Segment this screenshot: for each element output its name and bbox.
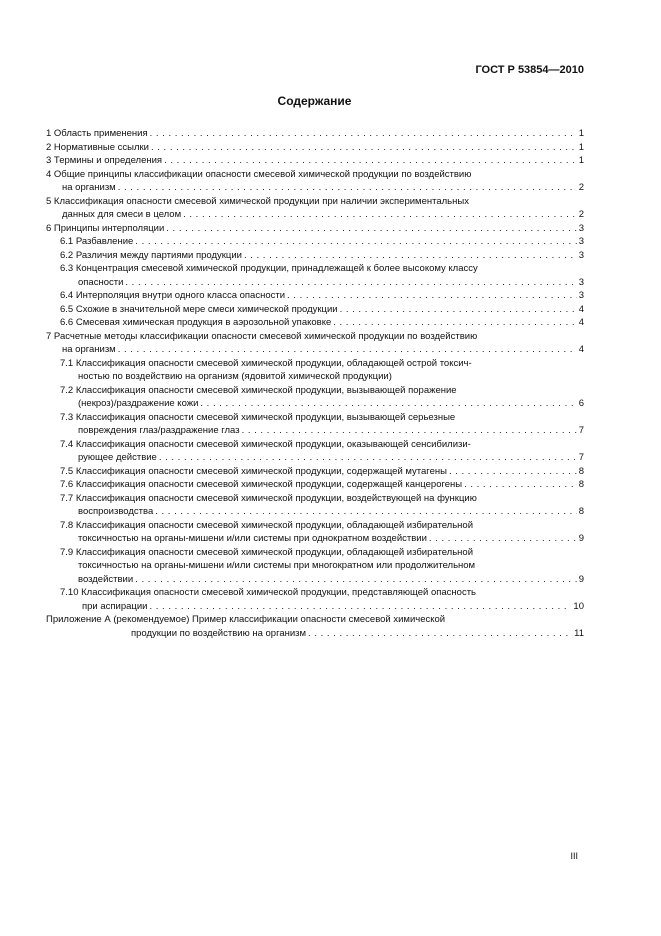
toc-entry-text: 1 Область применения bbox=[46, 128, 148, 139]
toc-leader-dots bbox=[464, 478, 577, 492]
document-code: ГОСТ Р 53854—2010 bbox=[475, 64, 584, 76]
toc-entry-text: 5 Классификация опасности смесевой химической продукции при наличии экспериментальных bbox=[46, 195, 469, 207]
toc-leader-dots bbox=[183, 208, 577, 222]
toc-entry[interactable] bbox=[46, 289, 584, 303]
toc-page-number: 8 bbox=[578, 506, 584, 517]
toc-leader-dots bbox=[118, 343, 577, 357]
toc-entry-text: 7.9 Классификация опасности смесевой химической продукции, обладающей избирательной bbox=[60, 546, 473, 558]
toc-entry[interactable] bbox=[46, 235, 584, 249]
toc-entry[interactable] bbox=[46, 492, 584, 519]
toc-entry-text: 7.7 Классификация опасности смесевой химической продукции, воздействующей на функцию bbox=[60, 492, 477, 504]
toc-entry[interactable] bbox=[46, 303, 584, 317]
toc-page-number: 8 bbox=[578, 479, 584, 490]
toc-entry-text: при аспирации bbox=[82, 600, 148, 612]
toc-entry-text: 6.1 Разбавление bbox=[60, 236, 134, 247]
toc-leader-dots bbox=[200, 397, 576, 411]
toc-entry-text: 7 Расчетные методы классификации опасности смесевой химической продукции по воздействию bbox=[46, 330, 478, 342]
toc-entry[interactable] bbox=[46, 546, 584, 587]
toc-leader-dots bbox=[149, 600, 571, 614]
toc-page-number: 4 bbox=[578, 344, 584, 355]
toc-entry-text: 3 Термины и определения bbox=[46, 155, 163, 166]
toc-entry-text: 6.4 Интерполяция внутри одного класса опасности bbox=[60, 290, 286, 301]
toc-page-number: 4 bbox=[578, 303, 584, 315]
toc-entry-text: 7.4 Классификация опасности смесевой химической продукции, оказывающей сенсибилизи- bbox=[60, 438, 471, 450]
toc-page-number: 2 bbox=[578, 209, 584, 220]
toc-page-number: 3 bbox=[578, 222, 584, 234]
toc-entry[interactable] bbox=[46, 438, 584, 465]
toc-page-number: 9 bbox=[578, 573, 584, 585]
toc-page-number: 10 bbox=[573, 600, 584, 612]
toc-entry-text: 6.5 Схожие в значительной мере смеси химической продукции bbox=[60, 303, 338, 315]
toc-entry-text: продукции по воздействию на организм bbox=[131, 627, 307, 639]
toc-leader-dots bbox=[150, 127, 577, 141]
toc-entry-text: 7.6 Классификация опасности смесевой химической продукции, содержащей канцерогены bbox=[60, 479, 463, 490]
toc-entry[interactable] bbox=[46, 127, 584, 141]
toc-entry-text: 7.5 Классификация опасности смесевой химической продукции, содержащей мутагены bbox=[60, 465, 447, 477]
toc-entry-text: 7.8 Классификация опасности смесевой химической продукции, обладающей избирательной bbox=[60, 519, 473, 531]
toc-entry[interactable] bbox=[46, 316, 584, 330]
toc-page-number: 6 bbox=[578, 398, 584, 409]
toc-page-number: 3 bbox=[578, 249, 584, 261]
toc-leader-dots bbox=[333, 316, 576, 330]
toc-leader-dots bbox=[125, 276, 576, 290]
toc-leader-dots bbox=[242, 424, 577, 438]
toc-leader-dots bbox=[135, 235, 576, 249]
toc-entry[interactable] bbox=[46, 586, 584, 613]
toc-page-number: 4 bbox=[578, 317, 584, 328]
toc-leader-dots bbox=[244, 249, 577, 263]
toc-leader-dots bbox=[429, 532, 577, 546]
toc-entry-text: Приложение А (рекомендуемое) Пример классификации опасности смесевой химической bbox=[46, 614, 446, 625]
toc-entry-text: 2 Нормативные ссылки bbox=[46, 141, 149, 153]
toc-entry-text: рующее действие bbox=[78, 452, 157, 463]
toc-page-number: 1 bbox=[578, 128, 584, 139]
toc-page-number: 7 bbox=[578, 452, 584, 463]
toc-entry-text: 6.2 Различия между партиями продукции bbox=[60, 249, 242, 261]
toc-entry-text: 7.10 Классификация опасности смесевой химической продукции, представляющей опасность bbox=[60, 587, 477, 598]
toc-entry[interactable] bbox=[46, 154, 584, 168]
toc-leader-dots bbox=[118, 181, 577, 195]
toc-entry-text: ностью по воздействию на организм (ядовитой химической продукции) bbox=[78, 371, 392, 382]
toc-entry[interactable] bbox=[46, 478, 584, 492]
toc-entry-text: токсичностью на органы-мишени и/или системы при многократном или продолжительном bbox=[78, 560, 476, 571]
page-number: III bbox=[570, 851, 578, 861]
table-of-contents bbox=[46, 127, 584, 640]
toc-page-number: 3 bbox=[578, 236, 584, 247]
toc-entry-text: 7.3 Классификация опасности смесевой химической продукции, вызывающей серьезные bbox=[60, 411, 456, 423]
toc-leader-dots bbox=[159, 451, 577, 465]
toc-entry-text: воспроизводства bbox=[78, 506, 154, 517]
toc-entry-text: на организм bbox=[62, 344, 116, 355]
toc-entry[interactable] bbox=[46, 141, 584, 155]
toc-entry[interactable] bbox=[46, 330, 584, 357]
toc-entry[interactable] bbox=[46, 613, 584, 640]
toc-entry-text: на организм bbox=[62, 182, 116, 193]
toc-page-number: 1 bbox=[578, 155, 584, 166]
toc-entry[interactable] bbox=[46, 384, 584, 411]
toc-page-number: 1 bbox=[578, 141, 584, 153]
toc-page-number: 2 bbox=[578, 182, 584, 193]
toc-leader-dots bbox=[164, 154, 577, 168]
toc-leader-dots bbox=[449, 465, 577, 479]
toc-leader-dots bbox=[287, 289, 577, 303]
toc-page-number: 8 bbox=[578, 465, 584, 477]
toc-leader-dots bbox=[340, 303, 577, 317]
toc-leader-dots bbox=[166, 222, 576, 236]
toc-page-number: 7 bbox=[578, 425, 584, 436]
toc-page-number: 9 bbox=[578, 533, 584, 544]
toc-entry[interactable] bbox=[46, 411, 584, 438]
toc-entry-text: 7.1 Классификация опасности смесевой химической продукции, обладающей острой токсич- bbox=[60, 357, 472, 369]
toc-entry-text: воздействии bbox=[78, 573, 134, 585]
toc-entry[interactable] bbox=[46, 357, 584, 384]
toc-leader-dots bbox=[308, 627, 572, 641]
toc-entry-text: 6.3 Концентрация смесевой химической продукции, принадлежащей к более высокому классу bbox=[60, 263, 478, 274]
toc-entry-text: опасности bbox=[78, 276, 124, 288]
toc-entry-text: 6 Принципы интерполяции bbox=[46, 222, 165, 234]
toc-entry-text: повреждения глаз/раздражение глаз bbox=[78, 425, 240, 436]
toc-page-number: 3 bbox=[578, 276, 584, 288]
toc-page-number: 3 bbox=[578, 290, 584, 301]
toc-entry[interactable] bbox=[46, 262, 584, 289]
toc-entry-text: данных для смеси в целом bbox=[62, 209, 182, 220]
toc-leader-dots bbox=[151, 141, 577, 155]
toc-entry[interactable] bbox=[46, 195, 584, 222]
toc-entry[interactable] bbox=[46, 168, 584, 195]
toc-entry[interactable] bbox=[46, 249, 584, 263]
toc-entry-text: 7.2 Классификация опасности смесевой химической продукции, вызывающей поражение bbox=[60, 384, 457, 396]
toc-leader-dots bbox=[155, 505, 576, 519]
toc-entry-text: токсичностью на органы-мишени и/или системы при однократном воздействии bbox=[78, 533, 427, 544]
page-title: Содержание bbox=[277, 94, 352, 108]
toc-page-number: 11 bbox=[574, 627, 584, 639]
toc-entry-text: (некроз)/раздражение кожи bbox=[78, 398, 199, 409]
toc-leader-dots bbox=[135, 573, 577, 587]
toc-entry[interactable] bbox=[46, 519, 584, 546]
toc-entry-text: 4 Общие принципы классификации опасности смесевой химической продукции по воздействию bbox=[46, 168, 472, 180]
toc-entry[interactable] bbox=[46, 222, 584, 236]
toc-entry-text: 6.6 Смесевая химическая продукция в аэрозольной упаковке bbox=[60, 317, 332, 328]
toc-entry[interactable] bbox=[46, 465, 584, 479]
